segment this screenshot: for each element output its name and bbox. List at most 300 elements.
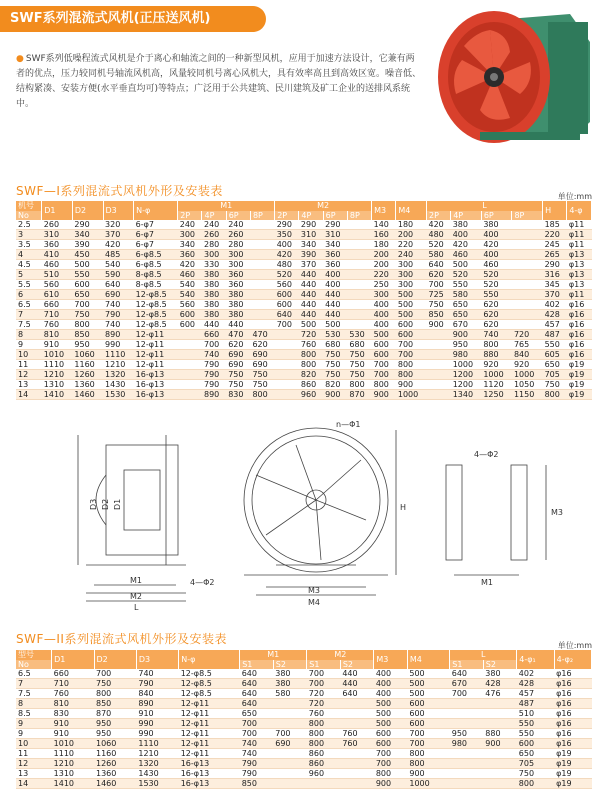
table-row — [16, 280, 592, 290]
table-cell: 7.5 — [16, 689, 52, 699]
table-cell: 880 — [481, 350, 512, 360]
table-cell: φ19 — [554, 779, 591, 789]
table-cell: 1150 — [512, 390, 543, 400]
col2-nphi: N-φ — [179, 650, 240, 669]
table-cell — [426, 390, 450, 400]
table-cell — [340, 749, 374, 759]
col2-m2-s2: S2 — [340, 660, 374, 670]
table-cell: 470 — [226, 330, 250, 340]
col2-m2-s1: S1 — [307, 660, 341, 670]
table-cell: 360 — [226, 280, 250, 290]
table-cell: φ11 — [567, 230, 592, 240]
table-cell: 580 — [451, 290, 482, 300]
table-cell: 740 — [103, 320, 134, 330]
table-cell: 12 — [16, 370, 42, 380]
table-cell: 260 — [42, 220, 73, 230]
table-cell — [178, 330, 202, 340]
table-cell: 500 — [374, 699, 408, 709]
table-cell: 8-φ8.5 — [134, 280, 178, 290]
intro-paragraph — [16, 52, 421, 112]
table-cell: 1000 — [512, 370, 543, 380]
table-row — [16, 709, 592, 719]
table-cell: 8 — [16, 699, 52, 709]
table-cell — [340, 699, 374, 709]
table-cell: 1110 — [103, 350, 134, 360]
table-cell: 520 — [426, 240, 450, 250]
table-cell: 440 — [299, 310, 323, 320]
table-cell: 760 — [299, 340, 323, 350]
col-m1-8p: 8P — [250, 211, 274, 221]
table-cell: 980 — [451, 350, 482, 360]
col2-d1: D1 — [52, 650, 94, 669]
table-cell: 800 — [407, 759, 449, 769]
table-cell: 620 — [250, 340, 274, 350]
table-cell: 310 — [323, 230, 347, 240]
table-cell: 950 — [72, 340, 103, 350]
table-cell: 420 — [275, 250, 299, 260]
table-cell: 1430 — [103, 380, 134, 390]
table-cell: φ13 — [567, 280, 592, 290]
table-row — [16, 340, 592, 350]
table-cell: 800 — [407, 749, 449, 759]
table-row — [16, 260, 592, 270]
col-h: H — [543, 201, 567, 220]
table-cell — [347, 260, 371, 270]
table-cell — [512, 300, 543, 310]
table-cell: φ19 — [554, 749, 591, 759]
table-cell: 12-φ11 — [179, 719, 240, 729]
table-cell: 600 — [72, 280, 103, 290]
table-cell: 750 — [94, 679, 136, 689]
table-cell: 750 — [72, 310, 103, 320]
table-cell: 710 — [52, 679, 94, 689]
table-cell: 5 — [16, 270, 42, 280]
table-cell — [340, 719, 374, 729]
table-cell: φ11 — [567, 290, 592, 300]
table-cell: 1530 — [103, 390, 134, 400]
table-cell: 16-φ13 — [179, 759, 240, 769]
table-cell: 800 — [396, 370, 427, 380]
table-cell: 320 — [103, 220, 134, 230]
table-cell: φ11 — [567, 220, 592, 230]
col2-l-s1: S1 — [450, 660, 484, 670]
col-d1: D1 — [42, 201, 73, 220]
table-cell: 700 — [307, 679, 341, 689]
table-cell: φ19 — [567, 360, 592, 370]
table-cell: 700 — [374, 749, 408, 759]
table-cell: 2.5 — [16, 220, 42, 230]
table-cell: 640 — [240, 699, 274, 709]
table-cell: 800 — [307, 719, 341, 729]
table-cell: 690 — [103, 290, 134, 300]
table-cell: 700 — [372, 360, 396, 370]
table-cell — [273, 699, 307, 709]
table-cell: φ16 — [554, 669, 591, 679]
table-cell: 6 — [16, 290, 42, 300]
table-cell: 380 — [481, 220, 512, 230]
table-cell: 950 — [94, 729, 136, 739]
table-cell: 790 — [240, 769, 274, 779]
table-cell — [275, 330, 299, 340]
table-cell: 640 — [240, 689, 274, 699]
table-cell: φ16 — [554, 739, 591, 749]
col2-m1: M1 — [240, 650, 307, 660]
table-cell: 1260 — [94, 759, 136, 769]
table-cell: 1000 — [481, 370, 512, 380]
table-cell: 1460 — [72, 390, 103, 400]
label-d2: D2 — [101, 498, 110, 510]
table-cell: 340 — [72, 230, 103, 240]
table-cell — [250, 230, 274, 240]
table-cell: 6.5 — [16, 300, 42, 310]
table-cell: 200 — [372, 260, 396, 270]
table-cell — [250, 290, 274, 300]
table-cell: φ16 — [554, 719, 591, 729]
table-cell: 500 — [407, 679, 449, 689]
table-cell: 660 — [42, 300, 73, 310]
table-cell: 350 — [275, 230, 299, 240]
table-cell: 790 — [202, 370, 226, 380]
table-cell: 245 — [543, 240, 567, 250]
table-cell: 500 — [374, 709, 408, 719]
table-cell — [347, 320, 371, 330]
table-cell — [178, 390, 202, 400]
table-cell: 12-φ8.5 — [134, 290, 178, 300]
table-cell — [250, 310, 274, 320]
table-cell: 380 — [202, 280, 226, 290]
table-cell: 740 — [240, 739, 274, 749]
table-cell: 960 — [307, 769, 341, 779]
table-cell — [250, 240, 274, 250]
table-row — [16, 320, 592, 330]
table-cell: 650 — [543, 360, 567, 370]
table-cell: 750 — [226, 370, 250, 380]
table-cell: 380 — [202, 310, 226, 320]
table-cell: 290 — [275, 220, 299, 230]
table-cell — [450, 749, 484, 759]
table-cell: 860 — [299, 380, 323, 390]
table-cell: 5.5 — [16, 280, 42, 290]
table-cell: 12-φ11 — [134, 360, 178, 370]
table-cell — [426, 340, 450, 350]
table-cell: 890 — [136, 699, 178, 709]
table-cell: 300 — [202, 250, 226, 260]
table-cell — [275, 340, 299, 350]
table-cell — [275, 380, 299, 390]
table-cell — [347, 300, 371, 310]
installation-drawing — [16, 415, 592, 615]
table-cell: 400 — [323, 270, 347, 280]
table-cell: 440 — [323, 290, 347, 300]
table-cell: 400 — [451, 230, 482, 240]
table-cell: 550 — [481, 290, 512, 300]
table-cell: 360 — [323, 260, 347, 270]
table-cell: 1000 — [407, 779, 449, 789]
table-cell: 910 — [52, 729, 94, 739]
table-cell: 550 — [543, 340, 567, 350]
table-cell: 12-φ11 — [179, 749, 240, 759]
table-cell: 400 — [374, 679, 408, 689]
table-cell: 3.5 — [16, 240, 42, 250]
table-cell: 440 — [323, 300, 347, 310]
label-d1: D1 — [113, 498, 122, 510]
table-cell — [178, 360, 202, 370]
table-cell: 1110 — [136, 739, 178, 749]
table-cell — [275, 350, 299, 360]
table1-unit: 单位:mm — [557, 192, 592, 201]
col-d3: D3 — [103, 201, 134, 220]
table-cell: 1110 — [52, 749, 94, 759]
table-cell: 700 — [94, 669, 136, 679]
table-cell: 1010 — [52, 739, 94, 749]
table-cell: 6-φ7 — [134, 220, 178, 230]
table-cell: 705 — [543, 370, 567, 380]
table-row — [16, 220, 592, 230]
col-m2-2p: 2P — [275, 211, 299, 221]
table-cell: 560 — [178, 300, 202, 310]
table-cell: 380 — [202, 300, 226, 310]
col-hole: 4-φ — [567, 201, 592, 220]
table-cell: 440 — [299, 270, 323, 280]
table-cell: 240 — [178, 220, 202, 230]
table-cell: 620 — [481, 320, 512, 330]
table-cell: 1060 — [72, 350, 103, 360]
table-cell: 750 — [323, 360, 347, 370]
table-cell: 500 — [396, 310, 427, 320]
col2-model-sub: No — [16, 660, 52, 670]
table-cell: 750 — [226, 380, 250, 390]
table-cell: 560 — [42, 280, 73, 290]
table-cell: 690 — [273, 739, 307, 749]
table-cell: 800 — [307, 729, 341, 739]
table-cell: 1060 — [94, 739, 136, 749]
table-cell: 16-φ13 — [134, 390, 178, 400]
table-cell: 520 — [481, 280, 512, 290]
table-cell: 800 — [299, 350, 323, 360]
col-l-2p: 2P — [426, 211, 450, 221]
table-cell: 290 — [543, 260, 567, 270]
table-cell: 790 — [240, 759, 274, 769]
table-cell: 840 — [136, 689, 178, 699]
table-cell: 500 — [396, 300, 427, 310]
table-cell: 850 — [240, 779, 274, 789]
table-cell — [178, 370, 202, 380]
table-cell: 700 — [426, 280, 450, 290]
table-cell: 3 — [16, 230, 42, 240]
table-cell: φ19 — [567, 370, 592, 380]
table-cell: 900 — [407, 769, 449, 779]
table-cell: 240 — [202, 220, 226, 230]
table-cell: 420 — [426, 220, 450, 230]
table-cell — [275, 370, 299, 380]
table-cell — [450, 709, 484, 719]
table-cell: 800 — [250, 390, 274, 400]
table-cell: 9 — [16, 719, 52, 729]
table-cell — [483, 769, 517, 779]
table-cell: 12 — [16, 759, 52, 769]
table-cell: 487 — [543, 330, 567, 340]
table-cell: 650 — [451, 300, 482, 310]
table-cell: φ19 — [554, 759, 591, 769]
table2-unit: 单位:mm — [557, 641, 592, 650]
table-cell: 360 — [42, 240, 73, 250]
table-cell: 380 — [451, 220, 482, 230]
table-cell: 300 — [396, 270, 427, 280]
table-cell — [483, 749, 517, 759]
table-cell: 910 — [52, 719, 94, 729]
table-cell: 740 — [202, 350, 226, 360]
col2-m2: M2 — [307, 650, 374, 660]
table-cell: 1250 — [481, 390, 512, 400]
table-row — [16, 330, 592, 340]
table-cell: 440 — [202, 320, 226, 330]
table-cell — [426, 380, 450, 390]
table-cell: 800 — [374, 769, 408, 779]
table-row — [16, 250, 592, 260]
table-cell: 200 — [372, 250, 396, 260]
table-cell: 750 — [347, 360, 371, 370]
table-cell: 990 — [136, 729, 178, 739]
table-cell: 510 — [517, 709, 554, 719]
label-m2: M2 — [130, 592, 142, 601]
table-cell: 640 — [426, 260, 450, 270]
table-cell: 12-φ11 — [134, 330, 178, 340]
table-cell: 640 — [450, 669, 484, 679]
table-cell: 830 — [52, 709, 94, 719]
table-cell: 600 — [396, 320, 427, 330]
table-cell: 428 — [543, 310, 567, 320]
table-cell — [450, 719, 484, 729]
table-cell: 640 — [275, 310, 299, 320]
table-cell: 7 — [16, 679, 52, 689]
table-row — [16, 699, 592, 709]
table-cell: 750 — [347, 370, 371, 380]
table-cell: 620 — [481, 300, 512, 310]
table-cell: 1000 — [451, 360, 482, 370]
table-cell: 340 — [323, 240, 347, 250]
table-cell: 420 — [451, 240, 482, 250]
table-cell: 1430 — [136, 769, 178, 779]
table-cell: 6-φ7 — [134, 240, 178, 250]
table-cell — [340, 769, 374, 779]
table-cell: 880 — [483, 729, 517, 739]
table-cell: 380 — [226, 300, 250, 310]
table-cell: 500 — [396, 290, 427, 300]
table-cell: 725 — [426, 290, 450, 300]
table-cell: 6-φ7 — [134, 230, 178, 240]
table-cell: 500 — [72, 260, 103, 270]
table-cell: 690 — [250, 360, 274, 370]
table-cell: 428 — [517, 679, 554, 689]
table-cell: 700 — [72, 300, 103, 310]
col2-hole1: 4-φ₁ — [517, 650, 554, 669]
col-m1: M1 — [178, 201, 275, 211]
table-cell — [347, 230, 371, 240]
table-cell: 340 — [178, 240, 202, 250]
table-cell: 440 — [299, 280, 323, 290]
table-cell: 220 — [396, 240, 427, 250]
table-cell: 520 — [275, 270, 299, 280]
table-cell: 860 — [307, 749, 341, 759]
table-cell: 870 — [347, 390, 371, 400]
table-cell: 370 — [299, 260, 323, 270]
table-cell: 600 — [374, 729, 408, 739]
table-cell: 440 — [299, 290, 323, 300]
table-cell: 402 — [543, 300, 567, 310]
table-cell: 1010 — [42, 350, 73, 360]
table-cell: 700 — [372, 370, 396, 380]
table-row — [16, 679, 592, 689]
table-cell: 500 — [407, 689, 449, 699]
table-cell: 400 — [323, 280, 347, 290]
table1-title: SWF—I系列混流式风机外形及安装表 — [16, 184, 223, 198]
table-cell — [178, 340, 202, 350]
table-cell: 980 — [450, 739, 484, 749]
table-cell: φ19 — [567, 380, 592, 390]
table-cell: 690 — [226, 360, 250, 370]
table-cell: 10 — [16, 350, 42, 360]
table-cell: 457 — [543, 320, 567, 330]
table-cell: 13 — [16, 380, 42, 390]
table-cell: 402 — [517, 669, 554, 679]
table-cell: 316 — [543, 270, 567, 280]
table-cell: φ19 — [567, 390, 592, 400]
table-cell: 810 — [52, 699, 94, 709]
table-row — [16, 230, 592, 240]
table-cell: 620 — [481, 310, 512, 320]
table-cell: 140 — [372, 220, 396, 230]
table-cell — [512, 230, 543, 240]
table-cell: 14 — [16, 390, 42, 400]
table1 — [16, 201, 592, 400]
table-cell: 10 — [16, 739, 52, 749]
table-cell: 700 — [396, 350, 427, 360]
table-cell: 700 — [273, 729, 307, 739]
table-cell: 16-φ13 — [179, 769, 240, 779]
table-cell: 1320 — [136, 759, 178, 769]
table-cell — [450, 699, 484, 709]
col-nphi: N-φ — [134, 201, 178, 220]
table-cell — [250, 220, 274, 230]
table-cell — [450, 759, 484, 769]
table-cell: 1210 — [136, 749, 178, 759]
table-cell: 420 — [481, 240, 512, 250]
table-cell — [307, 779, 341, 789]
table-cell: 185 — [543, 220, 567, 230]
table-cell: 740 — [481, 330, 512, 340]
table-cell — [273, 769, 307, 779]
table-cell: 440 — [323, 310, 347, 320]
table-cell: 360 — [226, 270, 250, 280]
table-cell: 540 — [178, 290, 202, 300]
table-cell — [275, 390, 299, 400]
table-cell: 290 — [72, 220, 103, 230]
table-cell: 620 — [226, 340, 250, 350]
table-cell: 12-φ11 — [134, 350, 178, 360]
table-cell: 487 — [517, 699, 554, 709]
table-cell: 1260 — [72, 370, 103, 380]
table-cell: 220 — [372, 270, 396, 280]
table-cell: 620 — [426, 270, 450, 280]
table-cell: 1410 — [52, 779, 94, 789]
table-cell: 280 — [202, 240, 226, 250]
table-cell: 12-φ11 — [179, 699, 240, 709]
table-cell: 390 — [72, 240, 103, 250]
table-cell — [275, 360, 299, 370]
table-cell: 850 — [94, 699, 136, 709]
table-cell: 800 — [94, 689, 136, 699]
col2-model: 型号 — [16, 650, 52, 660]
